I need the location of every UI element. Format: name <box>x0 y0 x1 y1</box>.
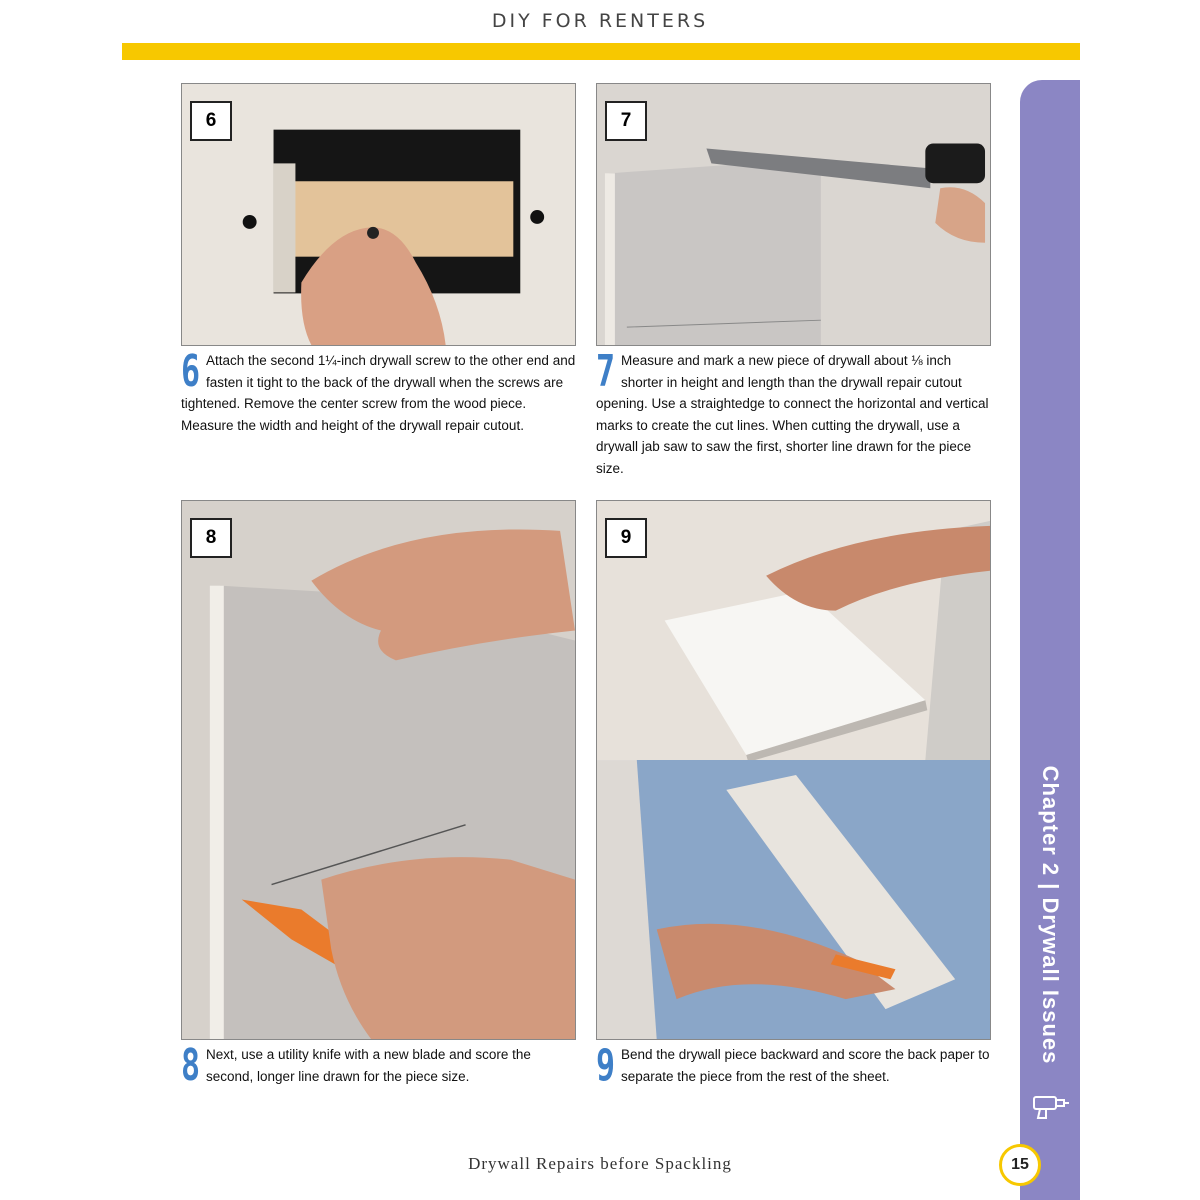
step-number-badge: 8 <box>190 518 232 558</box>
drop-cap: 8 <box>181 1040 201 1091</box>
running-header: DIY FOR RENTERS <box>491 10 709 32</box>
step-9-caption <box>596 1040 996 1091</box>
page-number: 15 <box>999 1144 1041 1186</box>
step-8-caption <box>181 1040 579 1091</box>
step-6-caption <box>181 346 579 436</box>
photo-step-8 <box>181 500 576 1040</box>
drop-cap: 6 <box>181 346 201 397</box>
photo-step-7 <box>596 83 991 346</box>
step-7-caption <box>596 346 996 480</box>
caption-text: Bend the drywall piece backward and score the back paper to separate the piece from the rest of the sheet. <box>621 1047 990 1084</box>
photo-step-6 <box>181 83 576 346</box>
header-rule <box>122 43 1080 60</box>
drop-cap: 7 <box>596 346 616 397</box>
running-footer: Drywall Repairs before Spackling <box>468 1154 732 1173</box>
drill-icon <box>1032 1093 1070 1119</box>
step-number-badge: 6 <box>190 101 232 141</box>
caption-text: Attach the second 1¼-inch drywall screw to the other end and fasten it tight to the back of the drywall when the screws are tightened. Remove the center screw from the wood piece. Measure the width and height of the drywall repair cutout. <box>181 353 576 433</box>
step-number-badge: 7 <box>605 101 647 141</box>
caption-text: Measure and mark a new piece of drywall about ⅛ inch shorter in height and length than the drywall repair cutout opening. Use a straightedge to connect the horizontal and vertical marks to create the cut lines. When cutting the drywall, use a drywall jab saw to saw the first, shorter line drawn for the piece size. <box>596 353 989 476</box>
step-number-badge: 9 <box>605 518 647 558</box>
chapter-label: Chapter 2 | Drywall Issues <box>1038 765 1063 1065</box>
photo-step-9 <box>596 500 991 1040</box>
drop-cap: 9 <box>596 1040 616 1091</box>
caption-text: Next, use a utility knife with a new blade and score the second, longer line drawn for the piece size. <box>206 1047 531 1084</box>
